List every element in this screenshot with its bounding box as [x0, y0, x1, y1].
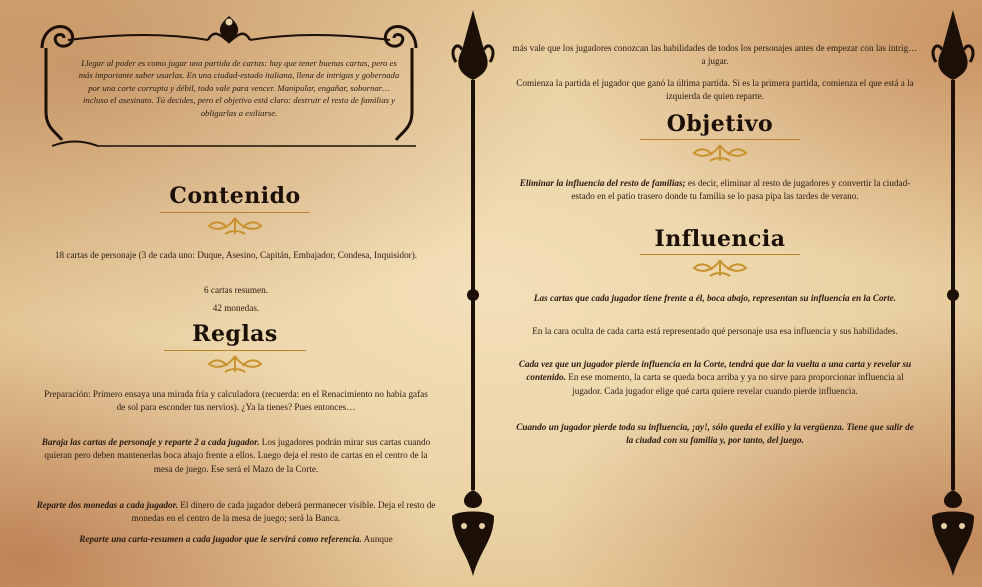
influencia-paragraph-3-text: En ese momento, la carta se queda boca arriba y ya no sirve para proporcionar influencia al jugador. Cada jugador elige qué carta quiere revelar cuando pierde influencia. [565, 372, 904, 396]
reglas-paragraph-3-bold: Reparte una carta-resumen a cada jugador que le servirá como referencia. [79, 534, 362, 544]
contenido-item-1: 18 cartas de personaje (3 de cada uno: Duque, Asesino, Capitán, Embajador, Condesa, Inquisidor). [54, 250, 418, 260]
reglas-paragraph-3 [30, 533, 442, 546]
gold-flourish-icon [690, 141, 750, 165]
reglas-paragraph-3-text: Aunque [361, 534, 393, 544]
reglas-underline [164, 350, 306, 351]
contenido-heading: Contenido [169, 183, 301, 209]
reglas-paragraph-2-bold: Reparte dos monedas a cada jugador. [36, 500, 178, 510]
gold-flourish-icon [690, 256, 750, 280]
contenido-item-2: 6 cartas resumen. [203, 285, 269, 295]
reglas-paragraph-1-bold: Baraja las cartas de personaje y reparte 2 a cada jugador. [41, 437, 260, 447]
right-continuation-1: más vale que los jugadores conozcan las habilidades de todos los personajes antes de empezar con las intrig… a jugar. [512, 43, 918, 67]
gold-flourish-icon [205, 352, 265, 376]
influencia-paragraph-1 [514, 292, 916, 305]
objetivo-paragraph [514, 177, 916, 204]
reglas-paragraph-2-text: El dinero de cada jugador deberá permanecer visible. Deja el resto de monedas en el centro de la mesa de juego; será la Banca. [131, 500, 436, 524]
contenido-underline [160, 212, 310, 213]
influencia-paragraph-1-bold: Las cartas que cada jugador tiene frente a él, boca abajo, representan su influencia en la Corte. [533, 293, 897, 303]
reglas-paragraph-2 [36, 499, 436, 526]
objetivo-heading: Objetivo [666, 111, 774, 137]
right-continuation-2: Comienza la partida el jugador que ganó la última partida. Si es la primera partida, comienza el que está a la izquierda de quien reparte. [516, 78, 914, 102]
contenido-item-3: 42 monedas. [212, 303, 260, 313]
influencia-paragraph-2: En la cara oculta de cada carta está representado qué personaje usa esa influencia y sus habilidades. [532, 326, 898, 336]
objetivo-paragraph-bold: Eliminar la influencia del resto de familias; [519, 178, 686, 188]
influencia-paragraph-3-bold: Cada vez que un jugador pierde influencia en la Corte, tendrá que dar la vuelta a una carta y revelar su contenido. [518, 359, 912, 383]
reglas-paragraph-1 [40, 436, 432, 476]
influencia-paragraph-3 [514, 358, 916, 398]
right-page [470, 0, 982, 587]
influencia-paragraph-4 [514, 421, 916, 448]
intro-text: Llegar al poder es como jugar una partida de cartas: hay que tener buenas cartas, pero es más importante saber usarlas. En una ciudad-estado italiana, llena de intrigas y gobernada por una corte corrupta y débil, todo vale para vencer. Manipular, engañar, sobornar… incluso el asesinato. Tú decides, pero el objetivo está claro: destruir el resto de familias y obligarlas a exiliarse. [78, 58, 400, 118]
reglas-paragraph-1-text: Los jugadores podrán mirar sus cartas cuando quieran pero deben mantenerlas boca abajo frente a ellos. Luego deja el resto de cartas en el centro de la mesa de juego. Ese será el Mazo de la Corte. [44, 437, 431, 474]
objetivo-underline [640, 139, 800, 140]
objetivo-paragraph-text: es decir, eliminar al resto de jugadores y convertir la ciudad-estado en el patio trasero donde tu familia se lo pasa pipa las tardes de verano. [571, 178, 911, 202]
gold-flourish-icon [205, 214, 265, 238]
influencia-underline [640, 254, 800, 255]
left-page [0, 0, 470, 587]
influencia-heading: Influencia [654, 226, 786, 252]
reglas-heading: Reglas [192, 321, 278, 347]
reglas-preparacion: Preparación: Primero ensaya una mirada fría y calculadora (recuerda: en el Renacimiento no había gafas de sol para esconder tus nervios). ¿Ya la tienes? Pues entonces… [44, 389, 428, 413]
influencia-paragraph-4-bold: Cuando un jugador pierde toda su influencia, ¡ay!, sólo queda el exilio y la vergüenza. Tiene que salir de la ciudad con su familia y, por tanto, del juego. [516, 422, 914, 446]
